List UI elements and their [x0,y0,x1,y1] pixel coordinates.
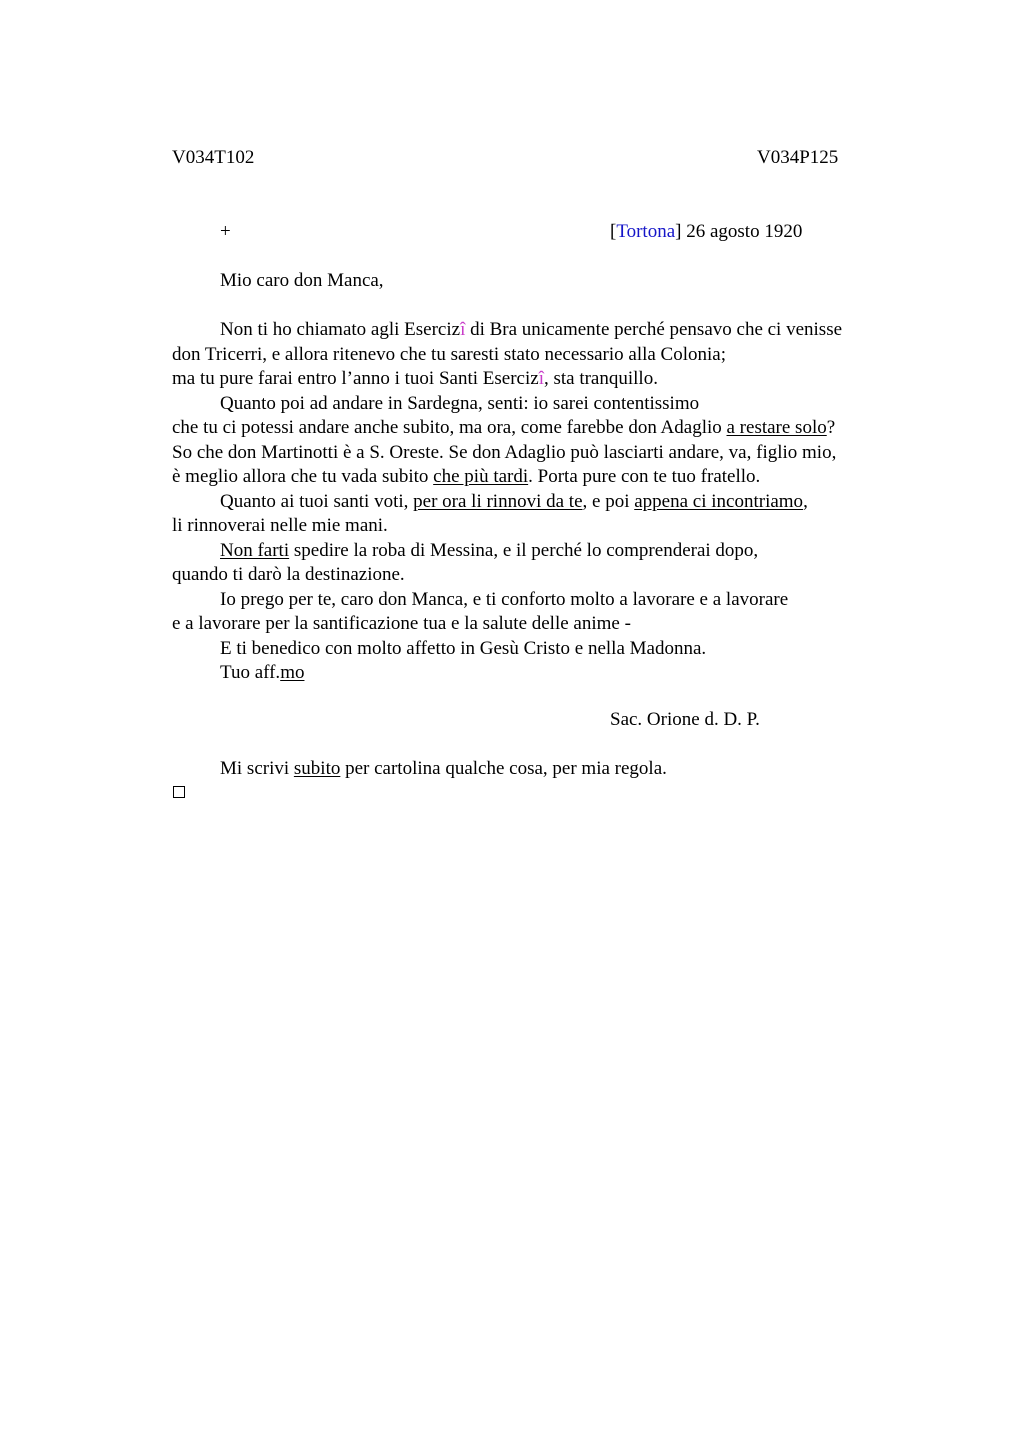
closing-line [172,661,912,686]
underlined-phrase: a restare solo [726,417,827,438]
body-text-segment: Non ti ho chiamato agli Eserciz [220,319,461,340]
body-text-segment: , [803,490,808,512]
body-text-segment: ma tu pure farai entro l’anno i tuoi Santi Eserciz [172,368,539,389]
place-bracket-close: ] [675,221,682,242]
document-code-left: V034T102 [172,147,255,168]
body-line-14: E ti benedico con molto affetto in Gesù Cristo e nella Madonna. [220,637,707,659]
underlined-phrase: appena ci incontriamo [634,490,804,512]
end-box-icon [173,786,185,798]
body-text-segment: . Porta pure con te tuo fratello. [528,466,761,487]
body-text-segment: che tu ci potessi andare anche subito, ma ora, come farebbe don Adaglio [172,417,727,438]
body-line-12: Io prego per te, caro don Manca, e ti conforto molto a lavorare e a lavorare [220,588,789,610]
postscript [220,757,667,781]
greeting: Mio caro don Manca, [220,270,384,291]
place-name: Tortona [616,221,676,242]
body-line-7 [172,465,912,490]
body-line-1 [172,318,912,343]
body-text-segment: di Bra unicamente perché pensavo che ci venisse [465,319,843,340]
date-text: 26 agosto 1920 [681,221,803,242]
body-text-segment: è meglio allora che tu vada subito [172,466,434,487]
place-bracket-open: [ [610,221,617,242]
cross-mark: + [220,221,231,242]
body-text-segment: Quanto ai tuoi santi voti, [220,490,414,512]
body-line-4: Quanto poi ad andare in Sardegna, senti: io sarei contentissimo [220,392,700,414]
closing-text: Tuo aff. [220,662,281,683]
letter-body [172,318,912,686]
body-line-2: don Tricerri, e allora ritenevo che tu saresti stato necessario alla Colonia; [172,343,726,365]
body-line-5 [172,416,912,441]
body-line-10 [172,539,912,564]
underlined-phrase: che più tardi [433,466,529,487]
underlined-phrase: Non farti [220,539,290,561]
body-text-segment: , sta tranquillo. [543,368,658,389]
underlined-phrase: per ora li rinnovi da te [413,490,583,512]
accent-mark: î [460,319,466,340]
body-line-3 [172,367,912,392]
body-text-segment: , e poi [582,490,635,512]
underlined-phrase: subito [293,758,341,779]
postscript-text: per cartolina qualche cosa, per mia regola. [340,758,667,779]
underlined-phrase: mo [280,662,305,683]
body-text-segment: ? [826,417,836,438]
body-line-11: quando ti darò la destinazione. [172,564,405,585]
letter-date [610,220,802,244]
body-line-8 [172,490,912,515]
postscript-text: Mi scrivi [220,758,294,779]
accent-mark: î [538,368,544,389]
body-line-9: li rinnoverai nelle mie mani. [172,515,388,536]
body-line-13: e a lavorare per la santificazione tua e la salute delle anime - [172,613,631,634]
signature: Sac. Orione d. D. P. [610,709,760,730]
body-text-segment: spedire la roba di Messina, e il perché lo comprenderai dopo, [289,539,759,561]
body-line-6: So che don Martinotti è a S. Oreste. Se don Adaglio può lasciarti andare, va, figlio mio, [172,441,837,463]
document-code-right: V034P125 [757,147,839,168]
